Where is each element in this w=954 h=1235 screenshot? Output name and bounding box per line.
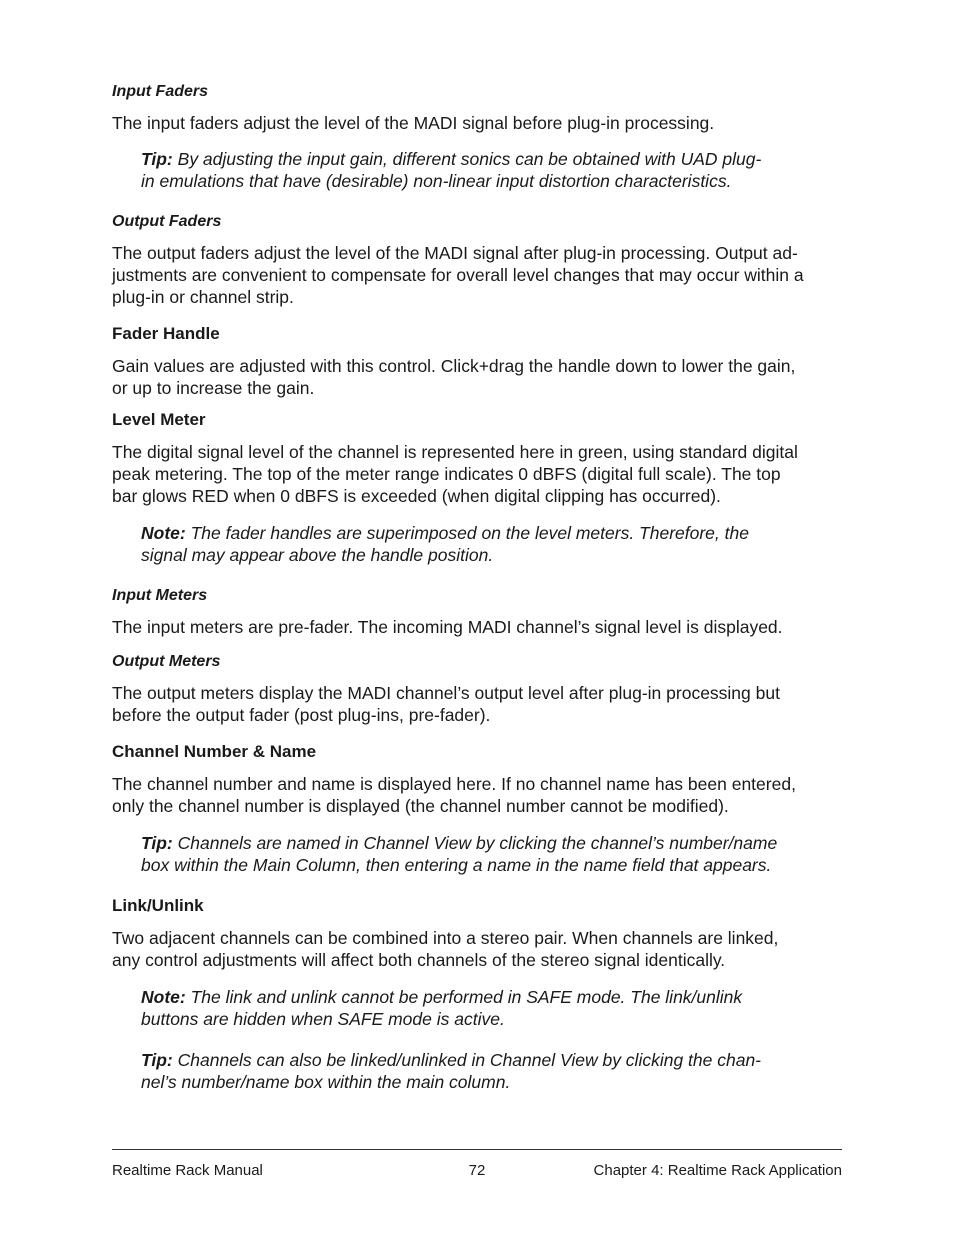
heading-input-meters: Input Meters (112, 587, 208, 604)
paragraph-link-unlink: Two adjacent channels can be combined into a stereo pair. When channels are linked, any control adjustments will affect both channels of the stereo signal identically. (112, 928, 779, 970)
footer-page-number: 72 (468, 1162, 486, 1179)
note-safe-mode (141, 986, 831, 1030)
note-fader-handles (141, 522, 831, 566)
tip-line-2: box within the Main Column, then entering a name in the name field that appears. (141, 855, 772, 875)
heading-fader-handle: Fader Handle (112, 324, 220, 343)
paragraph-input-meters: The input meters are pre-fader. The incoming MADI channel’s signal level is displayed. (112, 617, 783, 637)
paragraph-fader-handle: Gain values are adjusted with this control. Click+drag the handle down to lower the gain, or up to increase the gain. (112, 356, 796, 398)
footer-divider (112, 1149, 842, 1150)
note-label: Note: (141, 987, 186, 1007)
tip-line-2: nel’s number/name box within the main column. (141, 1072, 511, 1092)
heading-output-meters: Output Meters (112, 653, 221, 670)
note-line-1: Note: The fader handles are superimposed on the level meters. Therefore, the (141, 523, 749, 543)
note-label: Note: (141, 523, 186, 543)
tip-line-1: Tip: Channels are named in Channel View by clicking the channel’s number/name (141, 833, 778, 853)
tip-line-2: in emulations that have (desirable) non-linear input distortion characteristics. (141, 171, 732, 191)
paragraph-output-meters: The output meters display the MADI channel’s output level after plug-in processing but before the output fader (post plug-ins, pre-fader). (112, 683, 780, 725)
tip-label: Tip: (141, 1050, 173, 1070)
tip-label: Tip: (141, 149, 173, 169)
heading-channel-number-name: Channel Number & Name (112, 742, 317, 761)
note-line-2: signal may appear above the handle position. (141, 545, 494, 565)
heading-link-unlink: Link/Unlink (112, 896, 204, 915)
heading-output-faders: Output Faders (112, 213, 222, 230)
paragraph-output-faders: The output faders adjust the level of the MADI signal after plug-in processing. Output ad- justments are convenient to compensate for overall level changes that may occur within a plug-in or channel strip. (112, 243, 804, 307)
paragraph-channel-number-name: The channel number and name is displayed here. If no channel name has been entered, only the channel number is displayed (the channel number cannot be modified). (112, 774, 796, 816)
paragraph-input-faders: The input faders adjust the level of the MADI signal before plug-in processing. (112, 113, 715, 133)
footer-chapter-title: Chapter 4: Realtime Rack Application (593, 1162, 842, 1179)
tip-input-gain (141, 148, 831, 192)
note-line-2: buttons are hidden when SAFE mode is active. (141, 1009, 505, 1029)
tip-label: Tip: (141, 833, 173, 853)
heading-level-meter: Level Meter (112, 410, 206, 429)
footer-manual-title: Realtime Rack Manual (112, 1162, 263, 1179)
tip-channel-view-linking (141, 1049, 831, 1093)
tip-line-1: Tip: By adjusting the input gain, different sonics can be obtained with UAD plug- (141, 149, 762, 169)
paragraph-level-meter: The digital signal level of the channel is represented here in green, using standard digital peak metering. The top of the meter range indicates 0 dBFS (digital full scale). The top bar glows RED when 0 dBFS is exceeded (when digital clipping has occurred). (112, 442, 798, 506)
heading-input-faders: Input Faders (112, 83, 209, 100)
tip-channel-naming (141, 832, 831, 876)
note-line-1: Note: The link and unlink cannot be performed in SAFE mode. The link/unlink (141, 987, 743, 1007)
tip-line-1: Tip: Channels can also be linked/unlinked in Channel View by clicking the chan- (141, 1050, 762, 1070)
